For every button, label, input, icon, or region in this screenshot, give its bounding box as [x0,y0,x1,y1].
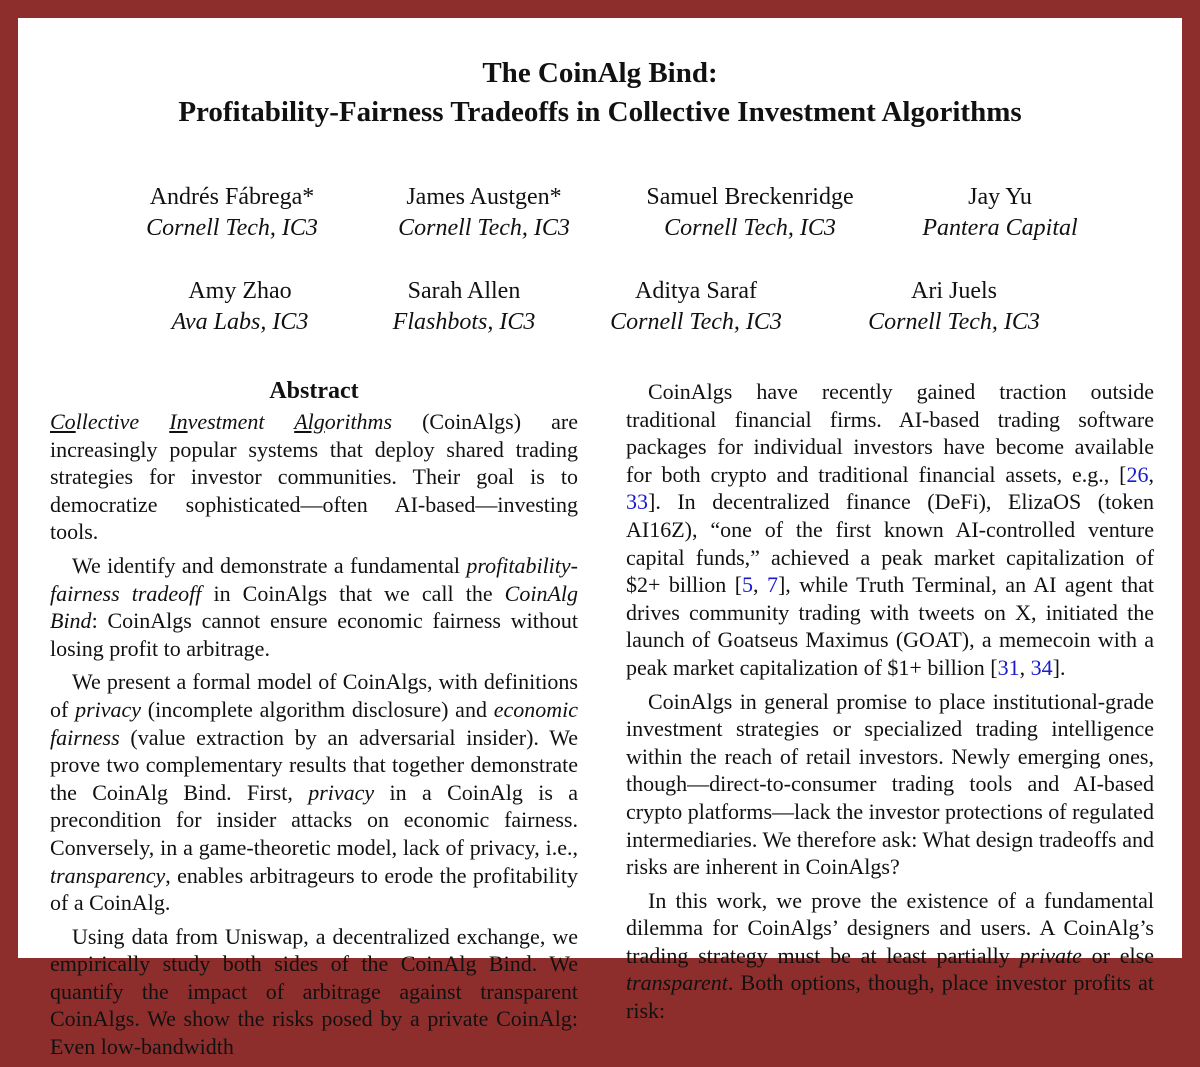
citation-link[interactable]: 33 [626,489,648,515]
author-name: Ari Juels [911,278,997,304]
author-3 [620,182,880,244]
abstract-paragraph-2: We identify and demonstrate a fundamental profitability-fairness tradeoff in CoinAlgs that we call the CoinAlg Bind: CoinAlgs cannot ensure economic fairness without losing profit to arbitrage. [50,552,579,661]
paper-title [18,54,1182,132]
author-name: Samuel Breckenridge [646,184,854,210]
author-name: James Austgen* [406,184,562,210]
paper-page [18,18,1182,1060]
citation-link[interactable]: 34 [1030,654,1053,680]
abstract-paragraph-1: Collective Investment Algorithms (CoinAlgs) are increasingly popular systems that deploy shared trading strategies for investor communities. Their goal is to democratize sophisticated—often AI-based—investing tools. [50,409,578,545]
citation-link[interactable]: 5 [742,572,754,598]
abstract-column [50,376,578,1067]
author-name: Aditya Saraf [635,278,757,304]
author-affiliation: Ava Labs, IC3 [171,309,309,335]
author-affiliation: Cornell Tech, IC3 [868,309,1040,335]
abstract-paragraph-3: We present a formal model of CoinAlgs, with definitions of privacy (incomplete algorithm disclosure) and economic fairness (value extraction by an adversarial insider). We prove two complementary results that together demonstrate the CoinAlg Bind. First, privacy in a CoinAlg is a precondition for insider attacks on economic fairness. Conversely, in a game-theoretic model, lack of privacy, i.e., transparency, enables arbitrageurs to erode the profitability of a CoinAlg. [50,669,578,916]
author-affiliation: Flashbots, IC3 [392,309,536,335]
author-affiliation: Cornell Tech, IC3 [146,215,318,241]
author-7 [586,276,806,338]
author-6 [364,276,564,338]
author-affiliation: Cornell Tech, IC3 [610,309,782,335]
abstract-paragraph-4: Using data from Uniswap, a decentralized exchange, we empirically study both sides of the CoinAlg Bind. We quantify the impact of arbitrage against transparent CoinAlgs. We show the risks posed by a private CoinAlg: Even low-bandwidth [50,923,578,1060]
author-affiliation: Cornell Tech, IC3 [664,215,836,241]
author-name: Amy Zhao [188,278,292,304]
author-name: Andrés Fábrega* [149,184,315,210]
author-2 [374,182,594,244]
title-line-1: The CoinAlg Bind: [482,57,718,89]
author-5 [140,276,340,338]
intro-paragraph-3: In this work, we prove the existence of a fundamental dilemma for CoinAlgs’ designers and users. A CoinAlg’s trading strategy must be at least partially private or else transparent. Both options, though, place investor profits at risk: [626,887,1154,1024]
title-line-2: Profitability-Fairness Tradeoffs in Collective Investment Algorithms [178,96,1022,128]
author-name: Sarah Allen [407,278,521,304]
citation-link[interactable]: 7 [766,572,778,598]
intro-paragraph-2: CoinAlgs in general promise to place institutional-grade investment strategies or specialized trading intelligence within the reach of retail investors. Newly emerging ones, though—direct-to-consumer trading tools and AI-based crypto platforms—lack the investor protections of regulated intermediaries. We therefore ask: What design tradeoffs and risks are inherent in CoinAlgs? [626,688,1154,880]
citation-link[interactable]: 26 [1126,461,1149,487]
author-name: Jay Yu [968,184,1032,210]
citation-link[interactable]: 31 [997,654,1020,680]
author-8 [844,276,1064,338]
author-affiliation: Pantera Capital [922,215,1078,241]
author-1 [122,182,342,244]
intro-paragraph-1: CoinAlgs have recently gained traction outside traditional financial firms. AI-based trading software packages for individual investors have become available for both crypto and traditional financial assets, e.g., [26, 33]. In decentralized finance (DeFi), ElizaOS (token AI16Z), “one of the first known AI-controlled venture capital funds,” achieved a peak market capitalization of $2+ billion [5, 7], while Truth Terminal, an AI agent that drives community trading with tweets on X, initiated the launch of Goatseus Maximus (GOAT), a memecoin with a peak market capitalization of $1+ billion [31, 34]. [626,379,1154,680]
abstract-heading: Abstract [269,378,359,404]
introduction-column [626,378,1154,1031]
author-4 [900,182,1100,244]
author-affiliation: Cornell Tech, IC3 [398,215,570,241]
